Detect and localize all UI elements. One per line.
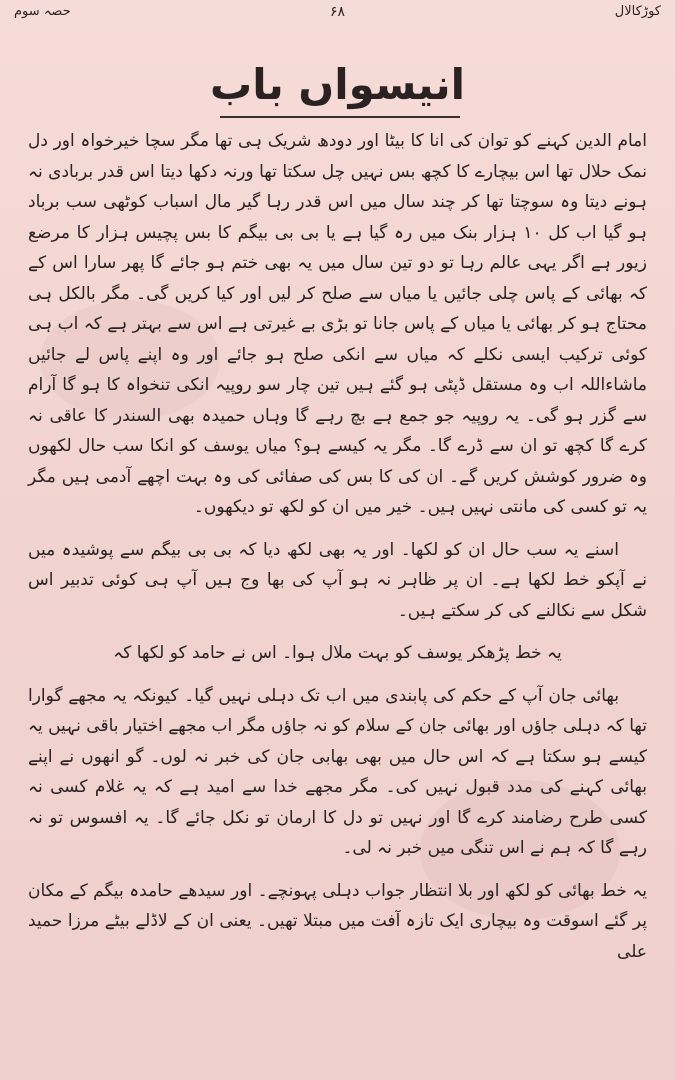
paragraph: اسنے یہ سب حال ان کو لکھا۔ اور یہ بھی لکھ دیا کہ بی بی بیگم سے پوشیدہ میں نے آپکو خط لکھا ہے۔ ان پر ظاہر نہ ہو آپ کی بھا وج ہیں آپ ہی کوئی تدبیر اس شکل سے نکالنے کی کر سکتے ہیں۔ (28, 539, 647, 621)
paragraph: یہ خط پڑھکر یوسف کو بہت ملال ہوا۔ اس نے حامد کو لکھا کہ (113, 643, 562, 663)
page-number: ۶۸ (329, 4, 346, 20)
paragraph: یہ خط بھائی کو لکھ اور بلا انتظار جواب دہلی پہونچے۔ اور سیدھے حامدہ بیگم کے مکان پر گئے اسوقت وہ بیچاری ایک تازہ آفت میں مبتلا تھیں۔ یعنی ان کے لاڈلے بیٹے مرزا حمید علی (28, 880, 647, 962)
running-head (0, 4, 675, 30)
book-title: کوڑکالال (614, 4, 661, 19)
paragraph: امام الدین کہنے کو توان کی انا کا بیٹا اور دودھ شریک ہی تھا مگر سچا خیرخواہ اور دل نمک حلال تھا اس بیچارے کا کچھ بس نہیں چل سکتا تھا ورنہ دکھا دیتا اس قدر بربادی نہ ہونے دیتا وہ سوچتا تھا کر چند سال میں اس قدر رہا گیر مال اسباب کوٹھی سب برباد ہو گیا اب کل ۱۰ ہزار بنک میں رہ گیا ہے یا بی بی بیگم کا بس پچیس ہزار کا مرضع زیور ہے اگر یہی عالم رہا تو دو تین سال میں یہ بھی ختم ہو جائے گا پھر سارا اس کے کہ بھائی کے پاس چلی جائیں یا میاں سے صلح کر لیں اور کیا کریں گی۔ مگر بالکل ہی محتاج ہو کر بھائی یا میاں کے پاس جانا تو بڑی بے غیرتی ہے اس سے بہتر ہے کہ اب ہی کوئی ترکیب ایسی نکلے کہ میاں سے انکی صلح ہو جائے اور وہ اپنے پاس لے جائیں ماشاءاللہ اب وہ مستقل ڈپٹی ہو گئے ہیں تین چار سو روپیہ انکی تنخواہ کا ہو گا آرام سے گزر ہو گی۔ یہ روپیہ جو جمع ہے بچ رہے گا وہاں حمیدہ بھی السندر کا عاقی نہ کرے گا کچھ تو ان سے ڈرے گا۔ مگر یہ کیسے ہو؟ میاں یوسف کو انکا سب حال لکھوں وہ ضرور کوشش کریں گے۔ ان کی کا بس کی صفائی کی وہ بہت اچھے آدمی ہیں مگر یہ تو کسی کی مانتی نہیں ہیں۔ خیر میں ان کو لکھ تو دیکھوں۔ (28, 131, 647, 517)
chapter-title: انیسواں باب (210, 60, 465, 109)
title-underline (220, 116, 460, 118)
paragraph: بھائی جان آپ کے حکم کی پابندی میں اب تک دہلی نہیں گیا۔ کیونکہ یہ مجھے گوارا تھا کہ دہلی جاؤں اور بھائی جان کے سلام کو نہ جاؤں مگر اب مجھے اختیار باقی نہیں یہ کیسے ہو سکتا ہے کہ اس حال میں بھی بھابی جان کی خبر نہ لوں۔ گو انھوں نے اپنے بھائی کہنے کی مدد قبول نہیں کی۔ مگر مجھے خدا سے امید ہے کہ یہ غلام کسی نہ کسی طرح رضامند کرے گا اور نہیں تو دل کا ارمان تو نکل جائے گا۔ یہ افسوس تو نہ رہے گا کہ ہم نے اس تنگی میں خبر نہ لی۔ (28, 685, 647, 858)
page-body (28, 126, 647, 979)
part-label: حصہ سوم (14, 4, 71, 19)
